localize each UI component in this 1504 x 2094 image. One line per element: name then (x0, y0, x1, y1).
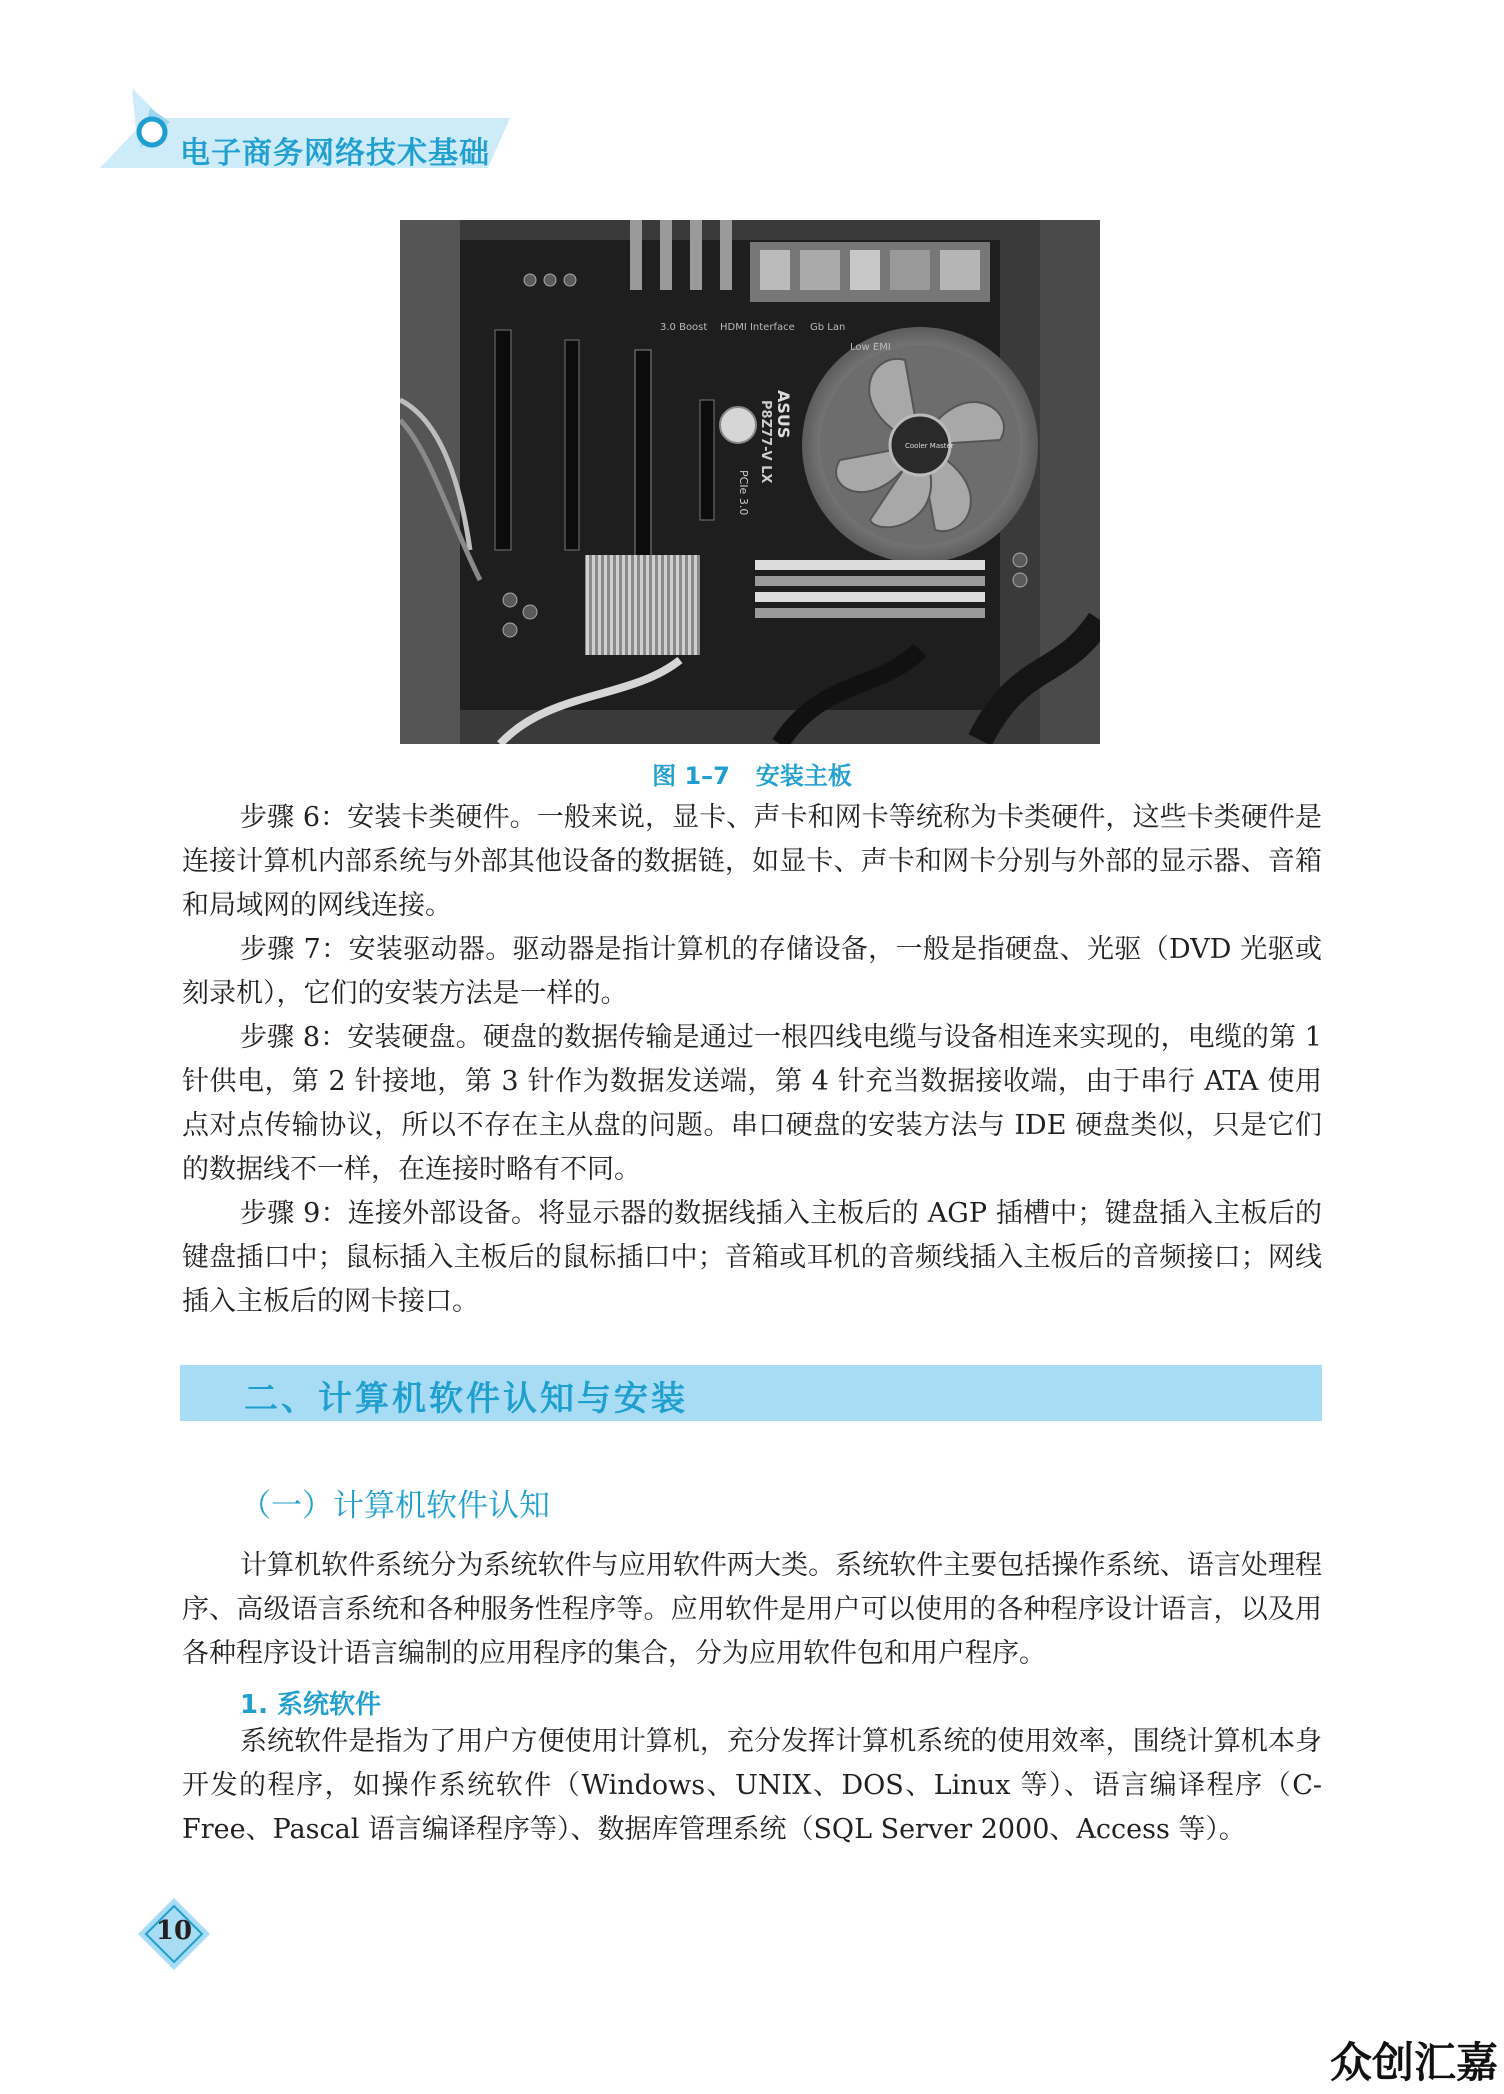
page-number: 10 (155, 1916, 193, 1946)
figure-label: 图 1–7 (652, 762, 730, 790)
page-number-badge (136, 1896, 212, 1972)
paragraph-system-software: 系统软件是指为了用户方便使用计算机，充分发挥计算机系统的使用效率，围绕计算机本身开发的程序，如操作系统软件（Windows、UNIX、DOS、Linux 等）、语言编译程序（C-Free、Pascal 语言编译程序等）、数据库管理系统（SQL Server 2000、Access 等）。 (182, 1726, 1322, 1845)
board-label-boost: 3.0 Boost (660, 322, 708, 333)
board-label-pcie: PCIe 3.0 (737, 470, 750, 516)
board-label-lan: Gb Lan (810, 322, 846, 333)
paragraph-step6: 步骤 6：安装卡类硬件。一般来说，显卡、声卡和网卡等统称为卡类硬件，这些卡类硬件是连接计算机内部系统与外部其他设备的数据链，如显卡、声卡和网卡分别与外部的显示器、音箱和局域网的网线连接。 (182, 802, 1322, 921)
subsubsection-title: 1. 系统软件 (240, 1690, 382, 1720)
board-label-lowemi: Low EMI (850, 342, 891, 353)
paragraph-step9: 步骤 9：连接外部设备。将显示器的数据线插入主板后的 AGP 插槽中；键盘插入主板后的键盘插口中；鼠标插入主板后的鼠标插口中；音箱或耳机的音频线插入主板后的音频接口；网线插入主板后的网卡接口。 (182, 1198, 1322, 1317)
cooler-label: Cooler Master (905, 442, 954, 450)
subsection-title: （一）计算机软件认知 (240, 1488, 550, 1524)
section-heading-banner (180, 1365, 1322, 1421)
section-title: 二、计算机软件认知与安装 (244, 1379, 688, 1419)
paragraph-step7: 步骤 7：安装驱动器。驱动器是指计算机的存储设备，一般是指硬盘、光驱（DVD 光驱或刻录机），它们的安装方法是一样的。 (182, 934, 1322, 1009)
watermark: 众创汇嘉 (1329, 2038, 1498, 2087)
motherboard-photo (400, 220, 1100, 744)
running-header (100, 88, 520, 178)
board-label-brand: ASUS (774, 390, 793, 439)
board-label-interface: HDMI Interface (720, 322, 795, 333)
book-title: 电子商务网络技术基础 (180, 136, 490, 171)
figure-caption (0, 756, 1504, 791)
board-label-model: P8Z77-V LX (758, 400, 773, 484)
paragraph-step8: 步骤 8：安装硬盘。硬盘的数据传输是通过一根四线电缆与设备相连来实现的，电缆的第 1 针供电，第 2 针接地，第 3 针作为数据发送端，第 4 针充当数据接收端，由于串行 ATA 使用点对点传输协议，所以不存在主从盘的问题。串口硬盘的安装方法与 IDE 硬盘类似，只是它们的数据线不一样，在连接时略有不同。 (182, 1022, 1322, 1185)
paragraph-software-intro: 计算机软件系统分为系统软件与应用软件两大类。系统软件主要包括操作系统、语言处理程序、高级语言系统和各种服务性程序等。应用软件是用户可以使用的各种程序设计语言，以及用各种程序设计语言编制的应用程序的集合，分为应用软件包和用户程序。 (182, 1550, 1322, 1669)
figure-title: 安装主板 (755, 762, 852, 790)
